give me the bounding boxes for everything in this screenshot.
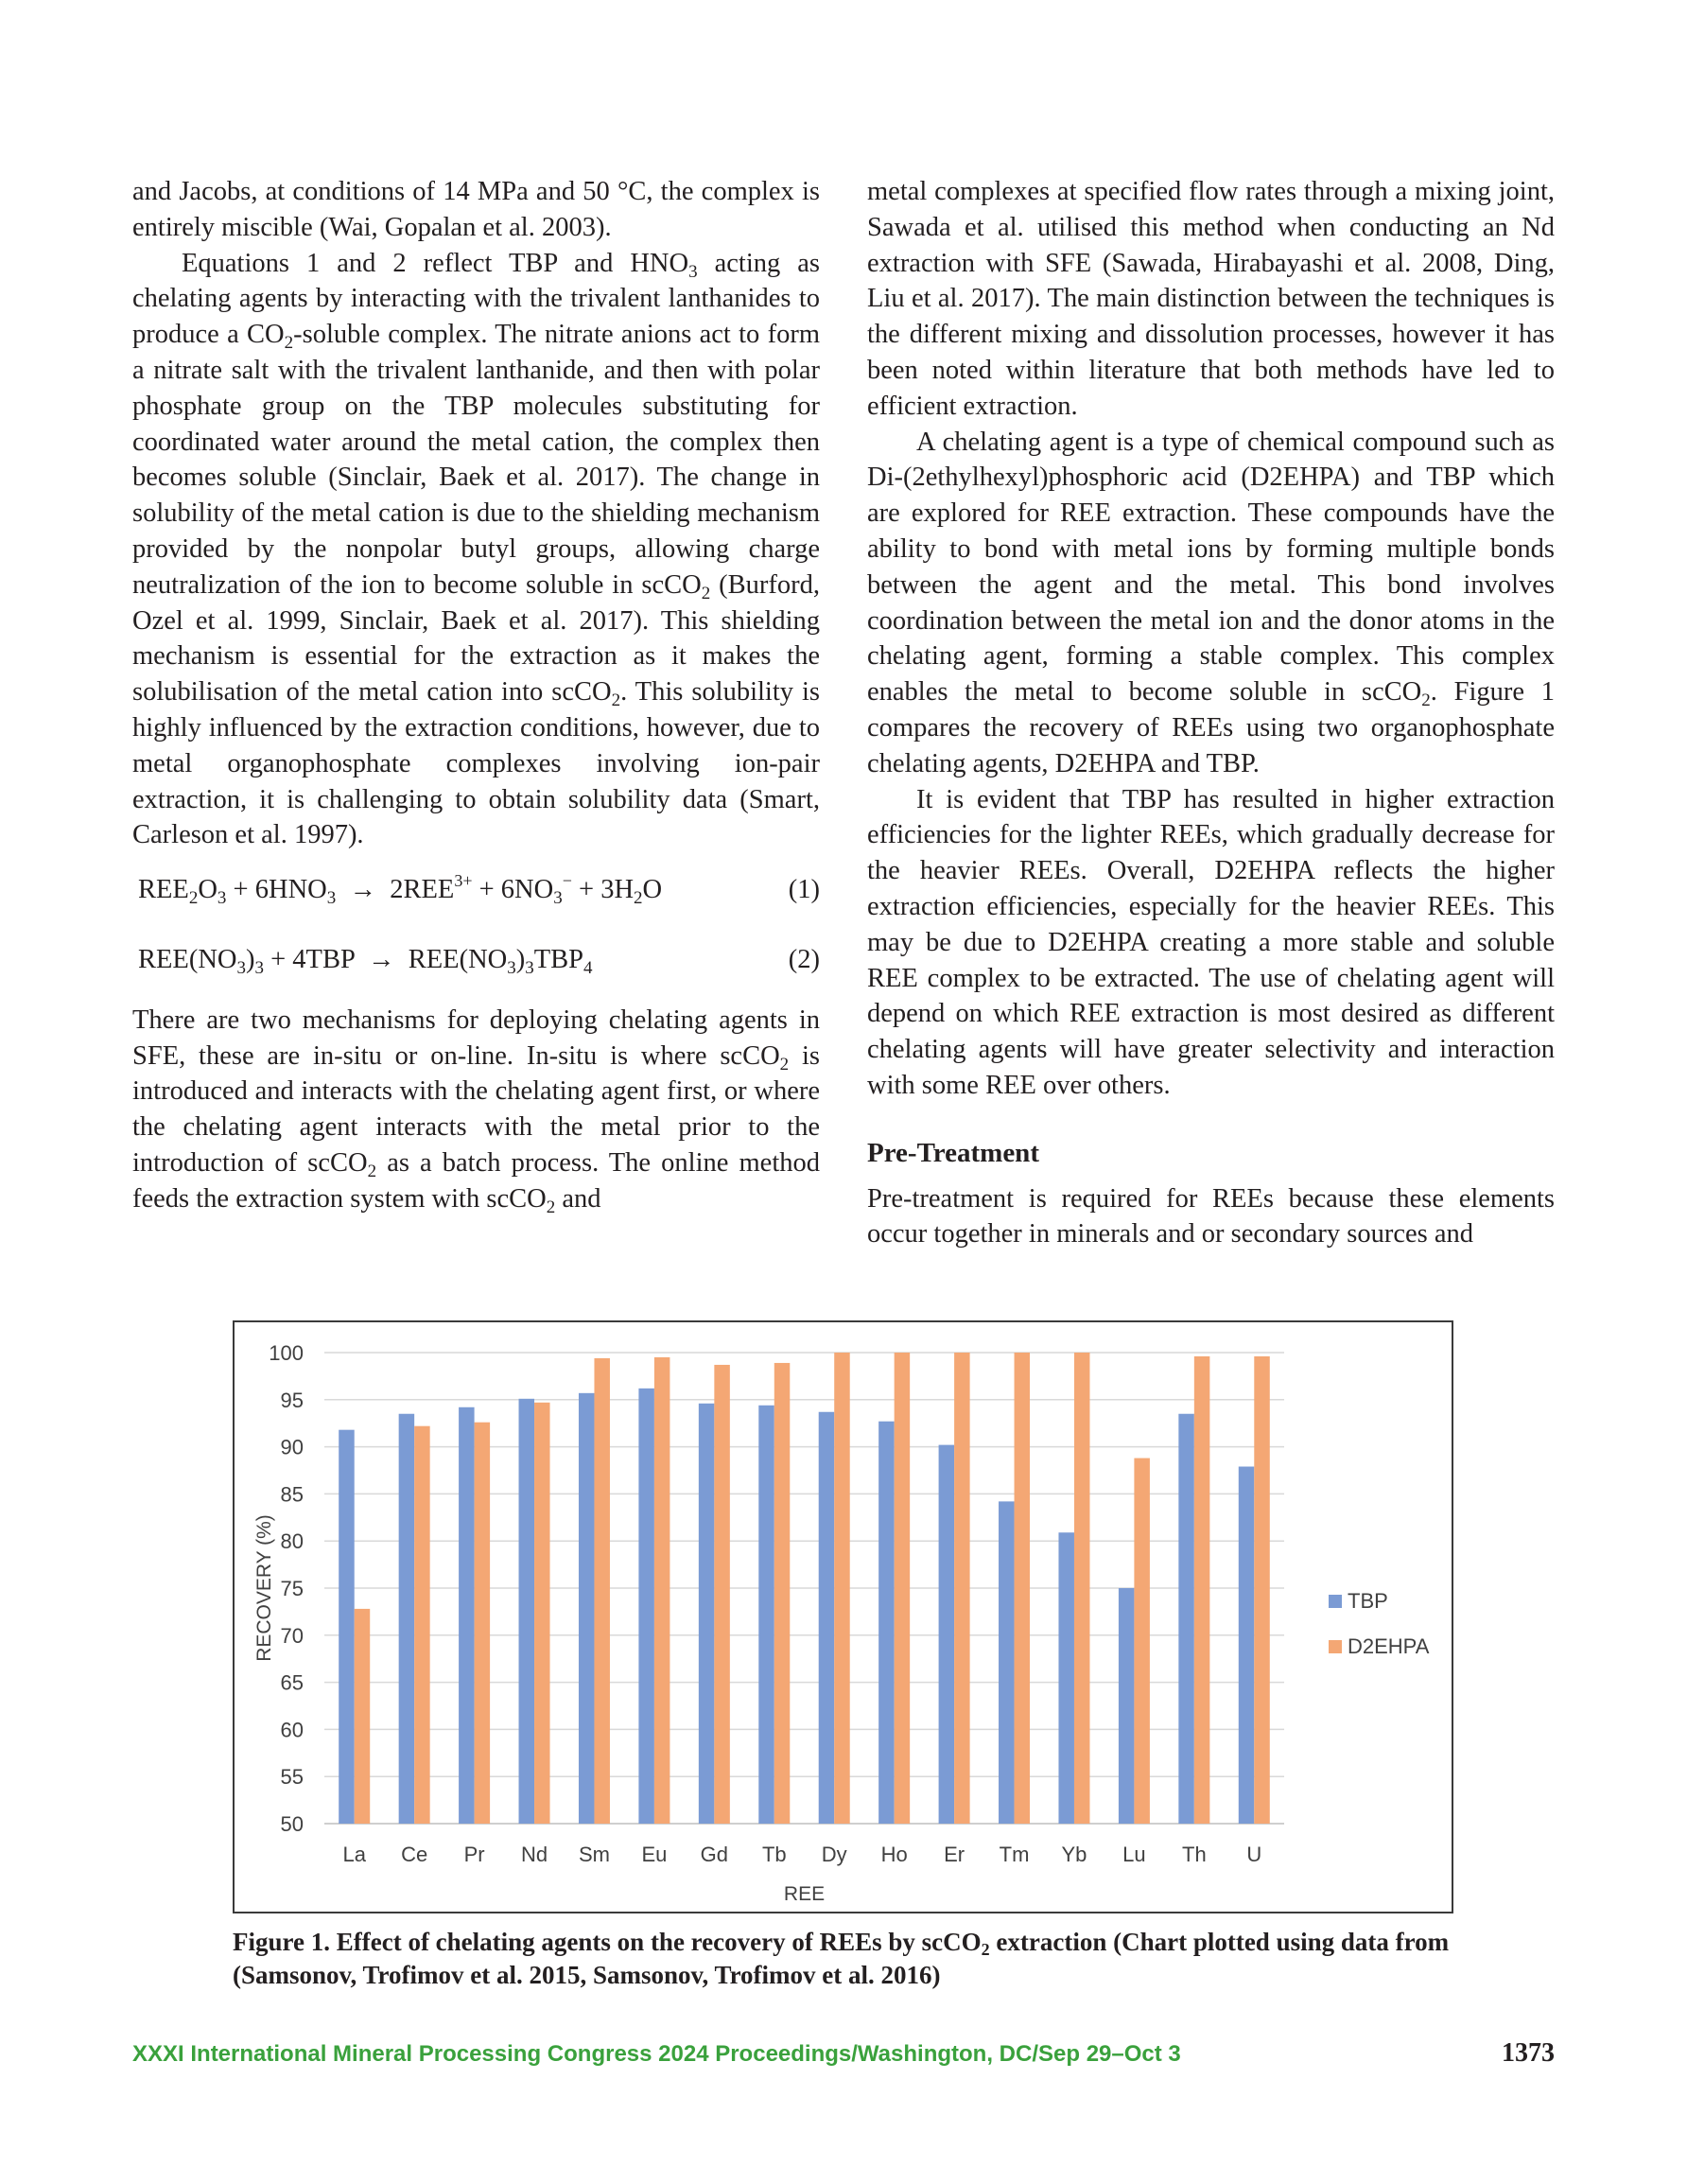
y-tick-label: 70	[280, 1623, 304, 1648]
bar-tbp-nd	[519, 1399, 535, 1824]
bar-chart-svg	[235, 1322, 1451, 1911]
x-tick-label: Dy	[821, 1843, 847, 1866]
bar-d2ehpa-la	[355, 1609, 371, 1824]
y-tick-label: 95	[280, 1388, 304, 1412]
y-tick-label: 80	[280, 1529, 304, 1554]
bar-d2ehpa-dy	[834, 1353, 850, 1824]
legend-swatch	[1329, 1640, 1342, 1653]
bar-tbp-dy	[819, 1412, 835, 1824]
y-tick-label: 50	[280, 1812, 304, 1836]
equation-2	[138, 942, 820, 978]
x-tick-label: Lu	[1122, 1843, 1146, 1866]
figure-caption: Figure 1. Effect of chelating agents on the recovery of REEs by scCO$_2$ extraction (Chart plotted using data from (Samsonov, Trofimov et al. 2015, Samsonov, Trofimov et al. 2016)	[233, 1928, 1450, 1989]
bar-tbp-lu	[1119, 1588, 1135, 1824]
x-tick-label: Ce	[401, 1843, 428, 1866]
y-tick-label: 65	[280, 1670, 304, 1695]
equation-body: $REE(NO_3)_3 + 4TBP \to REE(NO_3)_3TBP_4$	[138, 944, 593, 978]
y-tick-label: 60	[280, 1718, 304, 1742]
x-tick-label: U	[1246, 1843, 1262, 1866]
x-tick-label: Gd	[700, 1843, 729, 1866]
bar-tbp-pr	[459, 1407, 475, 1824]
bar-d2ehpa-pr	[475, 1423, 491, 1824]
y-tick-label: 100	[269, 1341, 304, 1365]
y-tick-label: 90	[280, 1435, 304, 1459]
paragraph: Equations 1 and 2 reflect TBP and $HNO_3$ acting as chelating agents by interacting with the trivalent lanthanides to produce a $CO_2$-soluble complex. The nitrate anions act to form a nitrate salt with the trivalent lanthanide, and then with polar phosphate group on the TBP molecules substituting for coordinated water around the metal cation, the complex then becomes soluble (Sinclair, Baek et al. 2017). The change in solubility of the metal cation is due to the shielding mechanism provided by the nonpolar butyl groups, allowing charge neutralization of the ion to become soluble in scCO$_2$ (Burford, Ozel et al. 1999, Sinclair, Baek et al. 2017). This shielding mechanism is essential for the extraction as it makes the solubilisation of the metal cation into scCO$_2$. This solubility is highly influenced by the extraction conditions, however, due to metal organophosphate complexes involving ion-pair extraction, it is challenging to obtain solubility data (Smart, Carleson et al. 1997).	[132, 248, 820, 850]
paragraph: metal complexes at specified flow rates through a mixing joint, Sawada et al. utilised this method when conducting an Nd extraction with SFE (Sawada, Hirabayashi et al. 2008, Ding, Liu et al. 2017). The main distinction between the techniques is the different mixing and dissolution processes, however it has been noted within literature that both methods have led to efficient extraction.	[867, 177, 1555, 421]
bar-tbp-tb	[758, 1406, 774, 1824]
x-tick-label: Er	[944, 1843, 965, 1866]
page-number: 1373	[1502, 2038, 1555, 2068]
bar-tbp-gd	[699, 1404, 715, 1824]
y-tick-label: 75	[280, 1577, 304, 1600]
x-axis-title: REE	[783, 1883, 826, 1905]
legend-label: D2EHPA	[1348, 1634, 1430, 1658]
y-axis-title: RECOVERY (%)	[253, 1514, 275, 1662]
x-tick-label: Yb	[1061, 1843, 1087, 1866]
x-tick-label: Sm	[578, 1843, 610, 1866]
equation-body: $REE_2O_3 + 6HNO_3 \to 2REE^{3+} + 6NO_3^- + 3H_2O$	[138, 871, 663, 909]
bar-tbp-tm	[999, 1501, 1015, 1824]
bar-d2ehpa-ce	[414, 1426, 430, 1824]
legend-swatch	[1329, 1595, 1342, 1608]
bar-tbp-th	[1178, 1414, 1194, 1824]
y-tick-label: 55	[280, 1765, 304, 1790]
bar-d2ehpa-ho	[895, 1353, 911, 1824]
bar-d2ehpa-th	[1194, 1356, 1210, 1824]
x-tick-label: Tm	[999, 1843, 1030, 1866]
y-tick-label: 85	[280, 1482, 304, 1507]
x-tick-label: Tb	[761, 1843, 787, 1866]
bar-d2ehpa-gd	[714, 1365, 730, 1824]
x-tick-label: Th	[1182, 1843, 1207, 1866]
page-footer	[132, 2038, 1555, 2069]
bar-tbp-ce	[399, 1414, 415, 1824]
bar-d2ehpa-tb	[774, 1363, 791, 1824]
legend-label: TBP	[1348, 1589, 1388, 1613]
paragraph: It is evident that TBP has resulted in higher extraction efficiencies for the lighter REEs, which gradually decrease for the heavier REEs. Overall, D2EHPA reflects the higher extraction efficiencies, especially for the heavier REEs. This may be due to D2EHPA creating a more stable and soluble REE complex to be extracted. The use of chelating agent will depend on which REE extraction is most desired as different chelating agents will have greater selectivity and interaction with some REE over others.	[867, 784, 1555, 1100]
conference-name: XXXI International Mineral Processing Congress 2024 Proceedings/Washington, DC/Sep 29–Oct 3	[132, 2041, 1181, 2067]
x-tick-label: La	[342, 1843, 366, 1866]
section-heading: Pre-Treatment	[867, 1137, 1039, 1168]
x-tick-label: Pr	[463, 1843, 485, 1866]
equation-1	[138, 872, 820, 908]
bar-tbp-eu	[638, 1389, 654, 1824]
bar-d2ehpa-sm	[594, 1358, 610, 1824]
bar-d2ehpa-tm	[1015, 1353, 1031, 1824]
bar-tbp-ho	[878, 1422, 895, 1824]
x-tick-label: Eu	[641, 1843, 668, 1866]
equation-number: (2)	[788, 944, 820, 974]
bar-d2ehpa-nd	[534, 1403, 550, 1824]
paragraph: There are two mechanisms for deploying chelating agents in SFE, these are in-situ or on-line. In-situ is where scCO$_2$ is introduced and interacts with the chelating agent first, or where the chelating agent interacts with the metal prior to the introduction of scCO$_2$ as a batch process. The online method feeds the extraction system with scCO$_2$ and	[132, 1005, 820, 1217]
bar-d2ehpa-eu	[654, 1357, 670, 1824]
right-column	[867, 174, 1555, 1252]
paragraph: A chelating agent is a type of chemical compound such as Di-(2ethylhexyl)phosphoric acid (D2EHPA) and TBP which are explored for REE extraction. These compounds have the ability to bond with metal ions by forming multiple bonds between the agent and the metal. This bond involves coordination between the metal ion and the donor atoms in the chelating agent, forming a stable complex. This complex enables the metal to become soluble in scCO$_2$. Figure 1 compares the recovery of REEs using two organophosphate chelating agents, D2EHPA and TBP.	[867, 427, 1555, 778]
left-column	[132, 174, 820, 1217]
equation-number: (1)	[788, 875, 820, 905]
bar-tbp-yb	[1058, 1532, 1074, 1824]
bar-d2ehpa-u	[1254, 1356, 1270, 1824]
paragraph: and Jacobs, at conditions of 14 MPa and 50 °C, the complex is entirely miscible (Wai, Gopalan et al. 2003).	[132, 177, 820, 242]
paragraph: Pre-treatment is required for REEs because these elements occur together in minerals and or secondary sources and	[867, 1183, 1555, 1249]
bar-d2ehpa-yb	[1074, 1353, 1090, 1824]
bar-tbp-u	[1239, 1467, 1255, 1824]
bar-tbp-er	[939, 1445, 955, 1824]
x-tick-label: Nd	[520, 1843, 548, 1866]
bar-d2ehpa-er	[954, 1353, 970, 1824]
figure-1-chart	[233, 1320, 1453, 1913]
bar-tbp-la	[339, 1430, 355, 1824]
bar-d2ehpa-lu	[1134, 1459, 1150, 1824]
bar-tbp-sm	[579, 1393, 595, 1824]
x-tick-label: Ho	[880, 1843, 908, 1866]
